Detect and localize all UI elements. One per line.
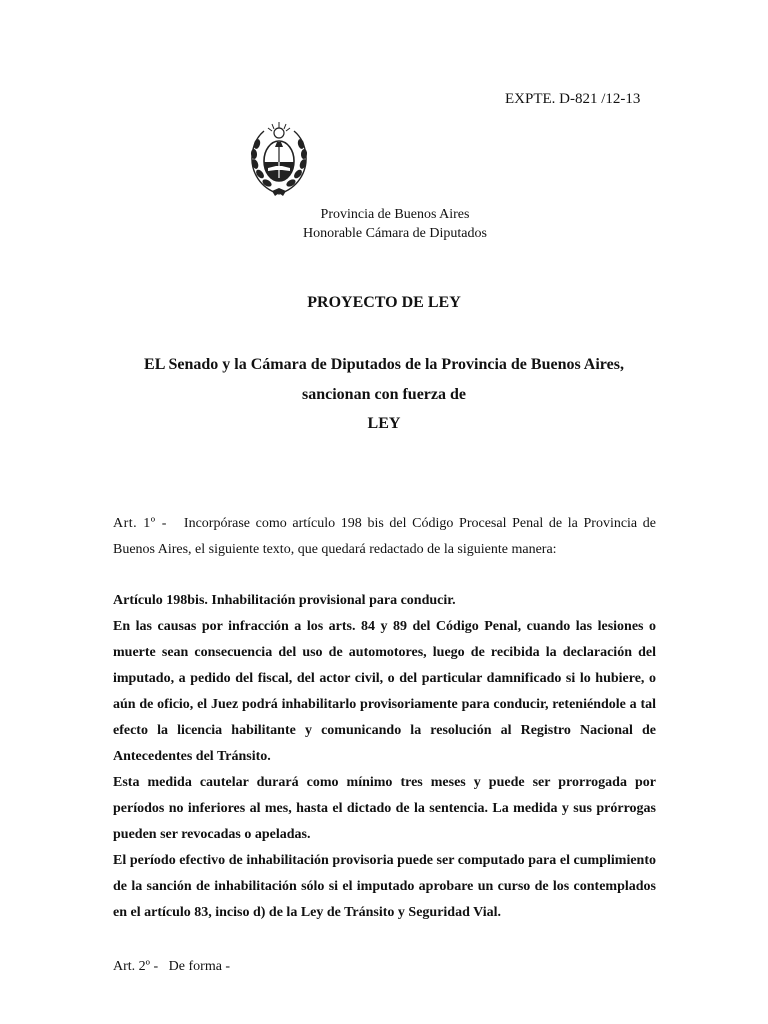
article-2-label: Art. 2º - — [113, 959, 159, 974]
article-2-text: De forma - — [168, 959, 231, 974]
article-198bis-paragraph-1: En las causas por infracción a los arts. 84 y 89 del Código Penal, cuando las lesiones o muerte sean consecuencia del uso de automotores, luego de recibida la declaración del imputado, a pedido del fiscal, del actor civil, o del particular damnificado si lo hubiere, o aún de oficio, el Juez podrá inhabilitarlo provisoriamente para conducir, reteniéndole a tal efecto la licencia habilitante y comunicando la resolución al Registro Nacional de Antecedentes del Tránsito. — [113, 619, 656, 764]
article-1-label: Art. 1º - — [113, 516, 167, 531]
preamble-line-1: EL Senado y la Cámara de Diputados de la Provincia de Buenos Aires, — [144, 356, 624, 373]
coat-of-arms-icon — [246, 120, 312, 198]
article-1 — [113, 511, 656, 563]
header-province: Provincia de Buenos Aires — [320, 207, 470, 222]
article-198bis — [113, 588, 656, 926]
expediente-number: EXPTE. D-821 /12-13 — [505, 91, 641, 107]
article-198bis-paragraph-3: El período efectivo de inhabilitación provisoria puede ser computado para el cumplimiento de la sanción de inhabilitación sólo si el imputado aprobare un curso de los contemplados en el artículo 83, inciso d) de la Ley de Tránsito y Seguridad Vial. — [113, 853, 656, 920]
header-chamber: Honorable Cámara de Diputados — [303, 226, 487, 241]
article-198bis-heading: Artículo 198bis. Inhabilitación provisional para conducir. — [113, 593, 456, 608]
article-2 — [113, 954, 656, 980]
article-1-text: Incorpórase como artículo 198 bis del Código Procesal Penal de la Provincia de Buenos Aires, el siguiente texto, que quedará redactado de la siguiente manera: — [113, 516, 657, 557]
page-title: PROYECTO DE LEY — [307, 294, 461, 311]
preamble-line-3: LEY — [367, 415, 401, 432]
preamble-line-2: sancionan con fuerza de — [302, 386, 466, 403]
article-198bis-paragraph-2: Esta medida cautelar durará como mínimo tres meses y puede ser prorrogada por períodos no inferiores al mes, hasta el dictado de la sentencia. La medida y sus prórrogas pueden ser revocadas o apeladas. — [113, 775, 656, 842]
